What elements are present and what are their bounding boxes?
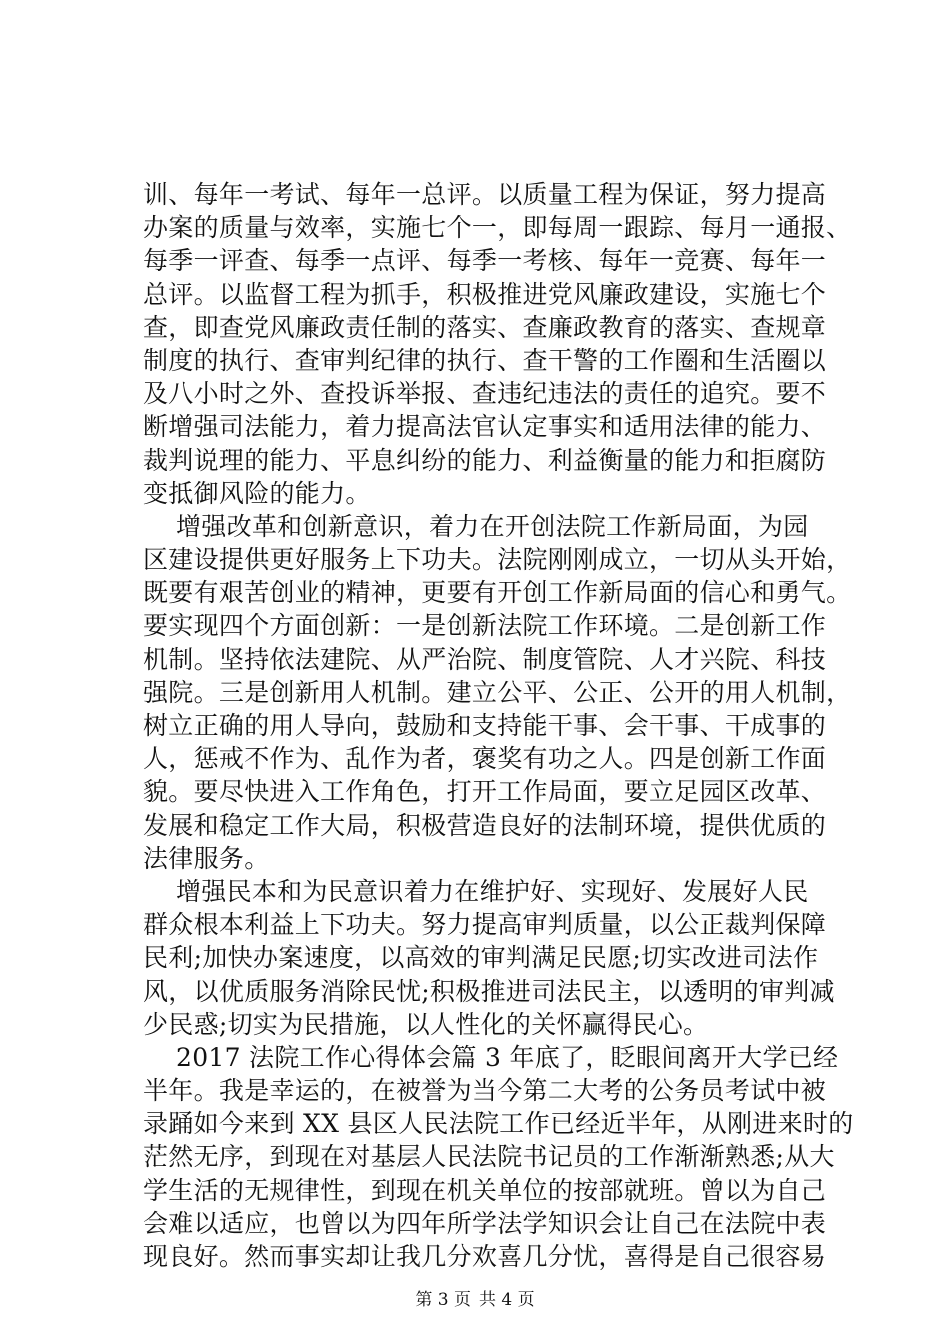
page-footer bbox=[0, 1289, 950, 1311]
text-line: 茫然无序，到现在对基层人民法院书记员的工作渐渐熟悉;从大 bbox=[143, 1142, 835, 1172]
text-line: 录踊如今来到 XX 县区人民法院工作已经近半年，从刚进来时的 bbox=[143, 1109, 854, 1139]
text-line: 既要有艰苦创业的精神，更要有开创工作新局面的信心和勇气。 bbox=[143, 578, 852, 608]
text-line: 及八小时之外、查投诉举报、查违纪违法的责任的追究。要不 bbox=[143, 379, 827, 409]
text-line: 半年。我是幸运的，在被誉为当今第二大考的公务员考试中被 bbox=[143, 1076, 827, 1106]
text-line: 民利;加快办案速度，以高效的审判满足民愿;切实改进司法作 bbox=[143, 943, 819, 973]
text-line: 断增强司法能力，着力提高法官认定事实和适用法律的能力、 bbox=[143, 412, 827, 442]
text-line: 办案的质量与效率，实施七个一，即每周一跟踪、每月一通报、 bbox=[143, 213, 852, 243]
text-line: 会难以适应，也曾以为四年所学法学知识会让自己在法院中表 bbox=[143, 1208, 827, 1238]
text-line: 裁判说理的能力、平息纠纷的能力、利益衡量的能力和拒腐防 bbox=[143, 445, 827, 475]
text-line: 群众根本利益上下功夫。努力提高审判质量，以公正裁判保障 bbox=[143, 910, 827, 940]
text-line: 2017 法院工作心得体会篇 3 年底了，眨眼间离开大学已经 bbox=[143, 1042, 839, 1072]
text-line: 发展和稳定工作大局，积极营造良好的法制环境，提供优质的 bbox=[143, 810, 827, 840]
page-total: 共 4 页 bbox=[479, 1290, 535, 1310]
text-line: 查，即查党风廉政责任制的落实、查廉政教育的落实、查规章 bbox=[143, 312, 827, 342]
text-line: 现良好。然而事实却让我几分欢喜几分忧，喜得是自己很容易 bbox=[143, 1242, 827, 1271]
text-line: 区建设提供更好服务上下功夫。法院刚刚成立，一切从头开始， bbox=[143, 545, 852, 575]
text-line: 增强改革和创新意识，着力在开创法院工作新局面，为园 bbox=[143, 511, 809, 541]
text-line: 学生活的无规律性，到现在机关单位的按部就班。曾以为自己 bbox=[143, 1175, 827, 1205]
text-line: 人，惩戒不作为、乱作为者，褒奖有功之人。四是创新工作面 bbox=[143, 744, 827, 774]
text-line: 制度的执行、查审判纪律的执行、查干警的工作圈和生活圈以 bbox=[143, 345, 827, 375]
text-line: 总评。以监督工程为抓手，积极推进党风廉政建设，实施七个 bbox=[143, 279, 827, 309]
text-line: 训、每年一考试、每年一总评。以质量工程为保证，努力提高 bbox=[143, 180, 827, 209]
text-line: 少民惑;切实为民措施，以人性化的关怀赢得民心。 bbox=[143, 1009, 709, 1039]
text-line: 每季一评查、每季一点评、每季一考核、每年一竞赛、每年一 bbox=[143, 246, 827, 276]
text-line: 树立正确的用人导向，鼓励和支持能干事、会干事、干成事的 bbox=[143, 711, 827, 740]
text-line: 法律服务。 bbox=[143, 843, 270, 873]
text-line: 增强民本和为民意识着力在维护好、实现好、发展好人民 bbox=[143, 876, 809, 906]
page-number: 第 3 页 bbox=[415, 1290, 471, 1310]
text-line: 变抵御风险的能力。 bbox=[143, 478, 371, 508]
text-line: 强院。三是创新用人机制。建立公平、公正、公开的用人机制， bbox=[143, 677, 852, 707]
text-line: 风，以优质服务消除民忧;积极推进司法民主，以透明的审判减 bbox=[143, 976, 835, 1006]
body-text bbox=[143, 178, 854, 1273]
text-line: 貌。要尽快进入工作角色，打开工作局面，要立足园区改革、 bbox=[143, 777, 827, 807]
text-line: 机制。坚持依法建院、从严治院、制度管院、人才兴院、科技 bbox=[143, 644, 827, 674]
text-line: 要实现四个方面创新：一是创新法院工作环境。二是创新工作 bbox=[143, 611, 827, 641]
